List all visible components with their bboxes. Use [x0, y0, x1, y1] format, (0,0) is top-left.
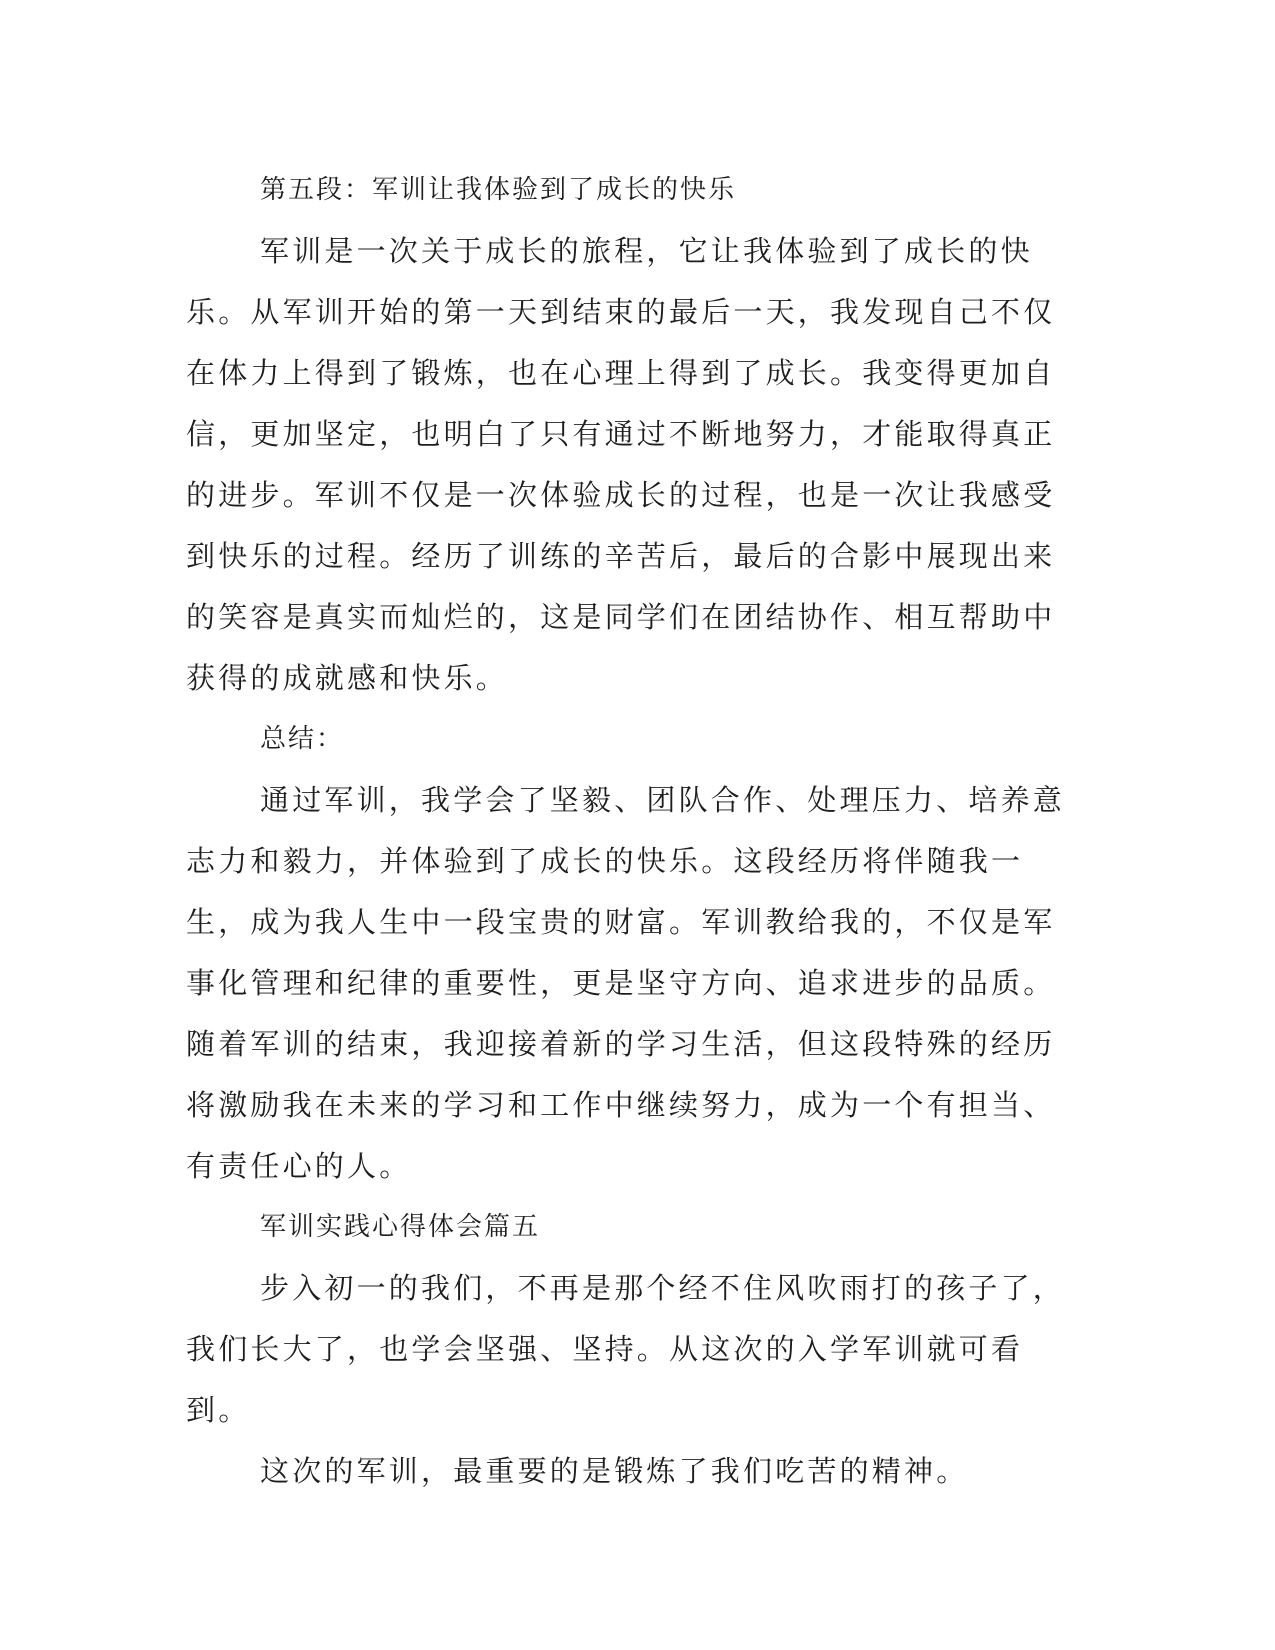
section-heading-part-five: 第五段：军训让我体验到了成长的快乐 — [260, 175, 737, 205]
paragraph-growth: 军训是一次关于成长的旅程，它让我体验到了成长的快乐。从军训开始的第一天到结束的最后一天，我发现自己不仅在体力上得到了锻炼，也在心理上得到了成长。我变得更加自信，更加坚定，也明白了只有通过不断地努力，才能取得真正的进步。军训不仅是一次体验成长的过程，也是一次让我感受到快乐的过程。经历了训练的辛苦后，最后的合影中展现出来的笑容是真实而灿烂的，这是同学们在团结协作、相互帮助中获得的成就感和快乐。 — [186, 234, 1056, 695]
paragraph-hardship: 这次的军训，最重要的是锻炼了我们吃苦的精神。 — [260, 1454, 969, 1488]
paragraph-grade-one: 步入初一的我们，不再是那个经不住风吹雨打的孩子了，我们长大了，也学会坚强、坚持。从这次的入学军训就可看到。 — [186, 1271, 1066, 1427]
section-heading-summary: 总结： — [260, 724, 345, 754]
paragraph-summary: 通过军训，我学会了坚毅、团队合作、处理压力、培养意志力和毅力，并体验到了成长的快乐。这段经历将伴随我一生，成为我人生中一段宝贵的财富。军训教给我的，不仅是军事化管理和纪律的重要性，更是坚守方向、追求进步的品质。随着军训的结束，我迎接着新的学习生活，但这段特殊的经历将激励我在未来的学习和工作中继续努力，成为一个有担当、有责任心的人。 — [186, 783, 1066, 1183]
section-heading-essay-five: 军训实践心得体会篇五 — [260, 1212, 541, 1242]
document-body — [186, 160, 1066, 1502]
